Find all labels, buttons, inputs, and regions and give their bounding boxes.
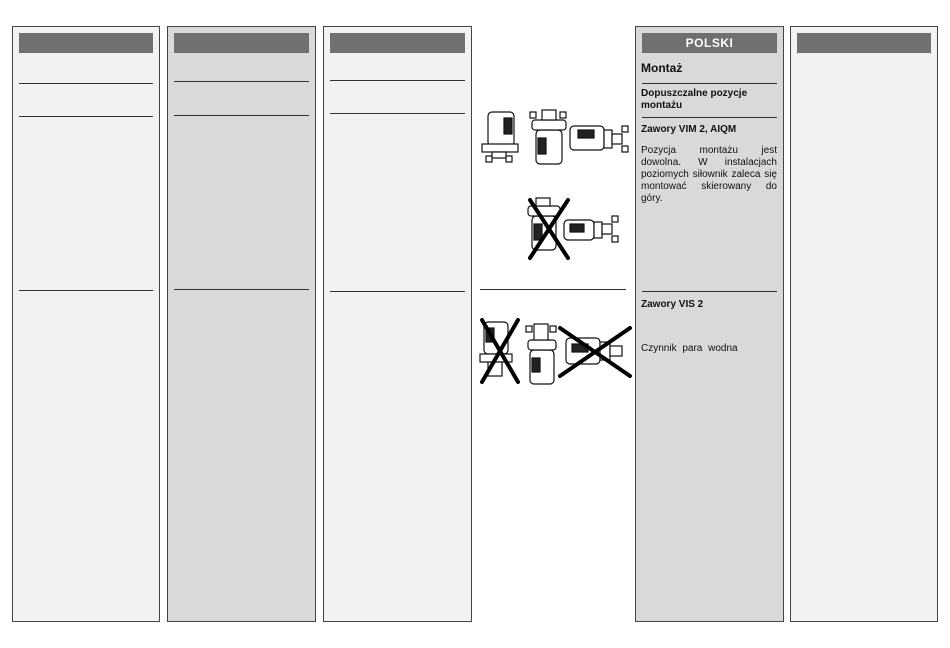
divider [19, 83, 153, 84]
valve-inverted-icon [526, 324, 556, 384]
column-1 [12, 26, 160, 622]
divider [19, 290, 153, 291]
column-3 [323, 26, 472, 622]
vim-body: Pozycja montażu jest dowolna. W instalacjach poziomych siłownik zaleca się montować skierowany do góry. [641, 145, 777, 204]
column-header [174, 33, 309, 53]
valve-allowed-positions-figure [478, 104, 634, 170]
valve-forbidden-position-figure [518, 194, 638, 260]
divider [330, 113, 465, 114]
divider [19, 116, 153, 117]
valve-upright-icon [480, 322, 512, 376]
column-header [797, 33, 931, 53]
divider [642, 83, 777, 84]
divider [642, 117, 777, 118]
polski-column [635, 26, 784, 622]
divider [330, 291, 465, 292]
valve-steam-positions-figure [476, 316, 636, 388]
vim-heading: Zawory VIM 2, AIQM [641, 124, 737, 135]
section-title: Montaż [641, 61, 683, 75]
valve-horizontal-icon [570, 126, 628, 152]
divider [174, 115, 309, 116]
divider [642, 291, 777, 292]
column-6 [790, 26, 938, 622]
valve-upright-icon [482, 112, 518, 162]
divider [330, 80, 465, 81]
divider [174, 289, 309, 290]
divider [174, 81, 309, 82]
vis-heading: Zawory VIS 2 [641, 299, 704, 310]
column-header [19, 33, 153, 53]
column-header [330, 33, 465, 53]
language-tab: POLSKI [642, 33, 777, 53]
subsection-title: Dopuszczalne pozycje montażu [641, 88, 748, 111]
valve-inverted-icon [530, 110, 566, 164]
valve-horizontal-icon [564, 216, 618, 242]
column-2 [167, 26, 316, 622]
vis-body: Czynnik para wodna [641, 343, 738, 354]
divider [480, 289, 626, 290]
